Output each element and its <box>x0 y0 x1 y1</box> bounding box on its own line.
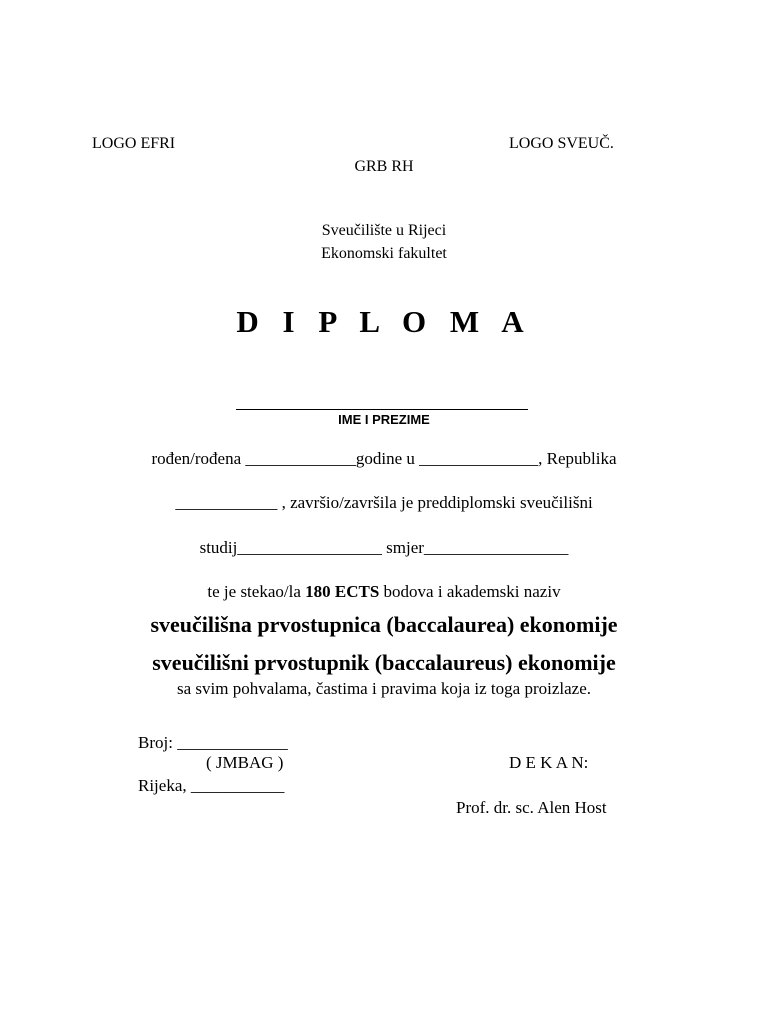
ects-line-pre: te je stekao/la <box>207 582 306 601</box>
place-line: Rijeka, ___________ <box>138 776 285 795</box>
ects-line <box>0 582 768 602</box>
logo-efri-placeholder: LOGO EFRI <box>92 135 176 152</box>
ects-line-post: bodova i akademski naziv <box>379 582 561 601</box>
completion-line: ____________ , završio/završila je preddiplomski sveučilišni <box>175 493 593 512</box>
dean-name: Prof. dr. sc. Alen Host <box>456 798 607 817</box>
dean-label: D E K A N: <box>509 753 589 772</box>
faculty-name: Ekonomski fakultet <box>321 245 447 262</box>
name-caption: IME I PREZIME <box>338 412 430 427</box>
diploma-number: Broj: _____________ <box>138 733 288 752</box>
university-name: Sveučilište u Rijeci <box>321 222 447 239</box>
degree-title-male: sveučilišni prvostupnik (baccalaureus) ekonomije <box>152 650 616 675</box>
ects-value: 180 ECTS <box>305 582 380 601</box>
jmbag-caption: ( JMBAG ) <box>206 753 284 772</box>
birth-line: rođen/rođena _____________godine u ______________, Republika <box>151 449 617 468</box>
closing-line: sa svim pohvalama, častima i pravima koja iz toga proizlaze. <box>177 679 591 698</box>
name-signature-line <box>236 409 528 410</box>
study-line: studij_________________ smjer_________________ <box>199 538 569 557</box>
coat-of-arms-placeholder: GRB RH <box>354 158 414 175</box>
logo-university-placeholder: LOGO SVEUČ. <box>509 135 614 152</box>
diploma-title: D I P L O M A <box>236 304 532 339</box>
degree-title-female: sveučilišna prvostupnica (baccalaurea) ekonomije <box>150 612 618 637</box>
